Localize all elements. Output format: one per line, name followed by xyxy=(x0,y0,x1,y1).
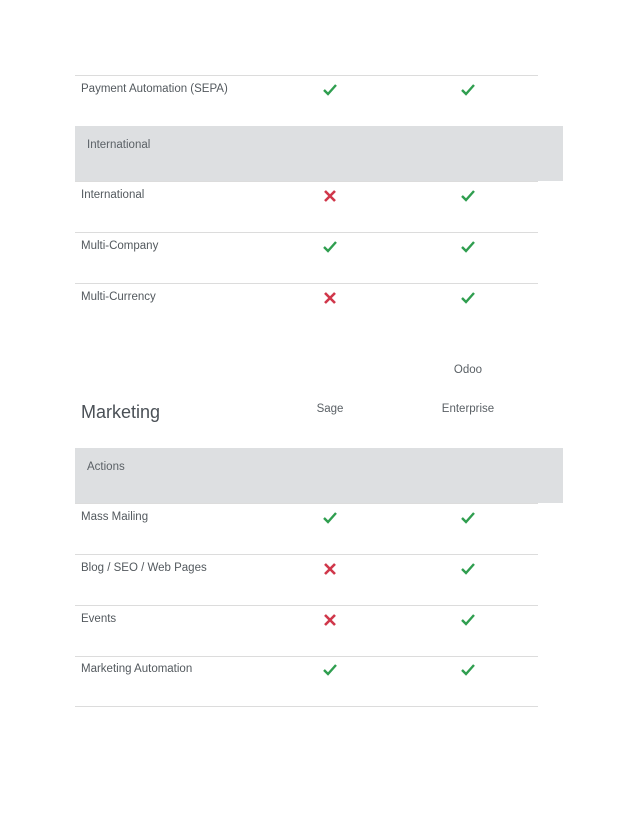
check-icon xyxy=(460,240,476,254)
check-icon xyxy=(460,511,476,525)
check-icon xyxy=(322,83,338,97)
cross-icon xyxy=(322,291,338,305)
row-divider xyxy=(75,232,538,233)
row-divider xyxy=(75,503,538,504)
row-divider xyxy=(75,656,538,657)
check-icon xyxy=(322,240,338,254)
check-icon xyxy=(322,511,338,525)
section-title-marketing: Marketing xyxy=(81,402,161,422)
row-label-multi-company: Multi-Company xyxy=(81,240,159,252)
check-icon xyxy=(460,189,476,203)
row-label-mass-mailing: Mass Mailing xyxy=(81,511,149,523)
cross-icon xyxy=(322,562,338,576)
check-icon xyxy=(460,291,476,305)
group-band-actions xyxy=(75,448,563,503)
row-divider xyxy=(75,283,538,284)
cross-icon xyxy=(322,189,338,203)
column-header-odoo-line2: Enterprise xyxy=(441,403,495,415)
check-icon xyxy=(460,562,476,576)
check-icon xyxy=(460,83,476,97)
row-label-payment-automation: Payment Automation (SEPA) xyxy=(81,83,228,95)
table-bottom-border xyxy=(75,706,538,707)
check-icon xyxy=(460,613,476,627)
row-label-multi-currency: Multi-Currency xyxy=(81,291,156,303)
table-top-border xyxy=(75,75,538,76)
check-icon xyxy=(460,663,476,677)
row-divider xyxy=(75,554,538,555)
column-header-sage: Sage xyxy=(316,403,344,415)
row-divider xyxy=(75,605,538,606)
group-label-actions: Actions xyxy=(87,461,125,473)
cross-icon xyxy=(322,613,338,627)
group-band-international xyxy=(75,126,563,181)
column-header-odoo-line1: Odoo xyxy=(453,364,483,376)
row-label-blog-seo: Blog / SEO / Web Pages xyxy=(81,562,207,574)
row-divider xyxy=(75,181,538,182)
group-label-international: International xyxy=(87,139,151,151)
check-icon xyxy=(322,663,338,677)
row-label-marketing-automation: Marketing Automation xyxy=(81,663,193,675)
row-label-international: International xyxy=(81,189,145,201)
row-label-events: Events xyxy=(81,613,117,625)
